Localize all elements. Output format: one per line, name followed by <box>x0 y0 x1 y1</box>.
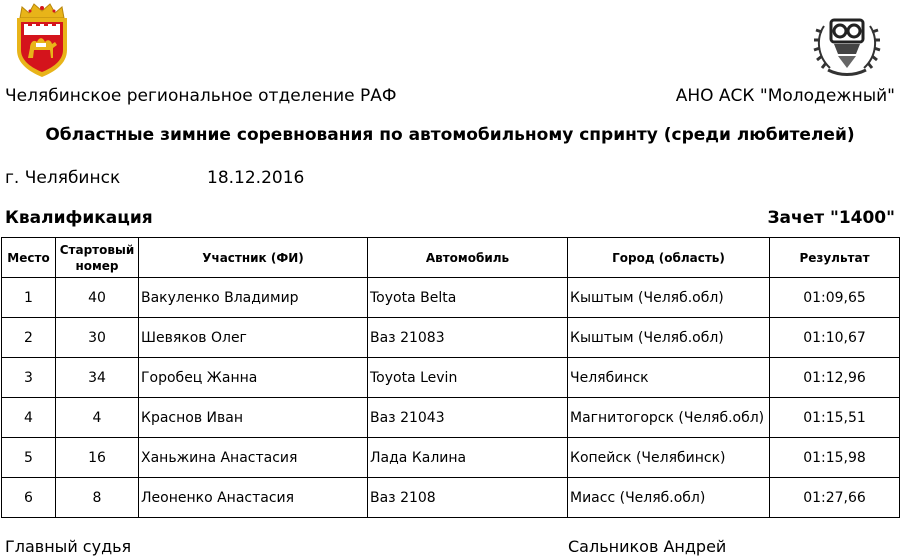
cell-result: 01:10,67 <box>770 318 900 358</box>
cell-result: 01:15,98 <box>770 438 900 478</box>
cell-name: Леоненко Анастасия <box>139 478 368 518</box>
club-logo <box>812 6 882 78</box>
event-date: 18.12.2016 <box>207 168 305 188</box>
cell-place: 3 <box>2 358 56 398</box>
cell-place: 5 <box>2 438 56 478</box>
section-label: Квалификация <box>5 208 153 228</box>
cell-number: 16 <box>56 438 139 478</box>
cell-result: 01:09,65 <box>770 278 900 318</box>
cell-place: 6 <box>2 478 56 518</box>
cell-city: Кыштым (Челяб.обл) <box>568 318 770 358</box>
organizer-left: Челябинское региональное отделение РАФ <box>5 86 397 106</box>
table-row <box>2 278 900 318</box>
organizer-right: АНО АСК "Молодежный" <box>675 86 895 106</box>
cell-number: 4 <box>56 398 139 438</box>
table-row <box>2 478 900 518</box>
cell-city: Магнитогорск (Челяб.обл) <box>568 398 770 438</box>
cell-car: Toyota Levin <box>368 358 568 398</box>
cell-result: 01:12,96 <box>770 358 900 398</box>
cell-car: Ваз 21083 <box>368 318 568 358</box>
cell-car: Ваз 2108 <box>368 478 568 518</box>
cell-name: Шевяков Олег <box>139 318 368 358</box>
cell-city: Челябинск <box>568 358 770 398</box>
cell-city: Миасс (Челяб.обл) <box>568 478 770 518</box>
cell-name: Ханьжина Анастасия <box>139 438 368 478</box>
cell-result: 01:15,51 <box>770 398 900 438</box>
cell-place: 1 <box>2 278 56 318</box>
cell-name: Краснов Иван <box>139 398 368 438</box>
cell-place: 2 <box>2 318 56 358</box>
table-row <box>2 438 900 478</box>
col-header-city: Город (область) <box>568 238 770 278</box>
col-header-participant: Участник (ФИ) <box>139 238 368 278</box>
col-header-start-number: Стартовый номер <box>56 238 139 278</box>
col-header-result: Результат <box>770 238 900 278</box>
table-header-row <box>2 238 900 278</box>
cell-number: 8 <box>56 478 139 518</box>
chelyabinsk-coat-of-arms <box>12 2 72 78</box>
cell-car: Toyota Belta <box>368 278 568 318</box>
results-table <box>1 237 900 518</box>
class-label: Зачет "1400" <box>767 208 895 228</box>
chief-judge-name: Сальников Андрей <box>568 537 727 556</box>
table-row <box>2 358 900 398</box>
cell-car: Лада Калина <box>368 438 568 478</box>
cell-city: Копейск (Челябинск) <box>568 438 770 478</box>
page-title: Областные зимние соревнования по автомобильному спринту (среди любителей) <box>45 125 855 145</box>
table-row <box>2 398 900 438</box>
col-header-place: Место <box>2 238 56 278</box>
cell-name: Горобец Жанна <box>139 358 368 398</box>
cell-place: 4 <box>2 398 56 438</box>
cell-number: 30 <box>56 318 139 358</box>
event-city: г. Челябинск <box>5 168 121 188</box>
cell-city: Кыштым (Челяб.обл) <box>568 278 770 318</box>
cell-result: 01:27,66 <box>770 478 900 518</box>
table-row <box>2 318 900 358</box>
cell-car: Ваз 21043 <box>368 398 568 438</box>
col-header-car: Автомобиль <box>368 238 568 278</box>
cell-number: 34 <box>56 358 139 398</box>
cell-name: Вакуленко Владимир <box>139 278 368 318</box>
cell-number: 40 <box>56 278 139 318</box>
chief-judge-label: Главный судья <box>5 537 132 556</box>
